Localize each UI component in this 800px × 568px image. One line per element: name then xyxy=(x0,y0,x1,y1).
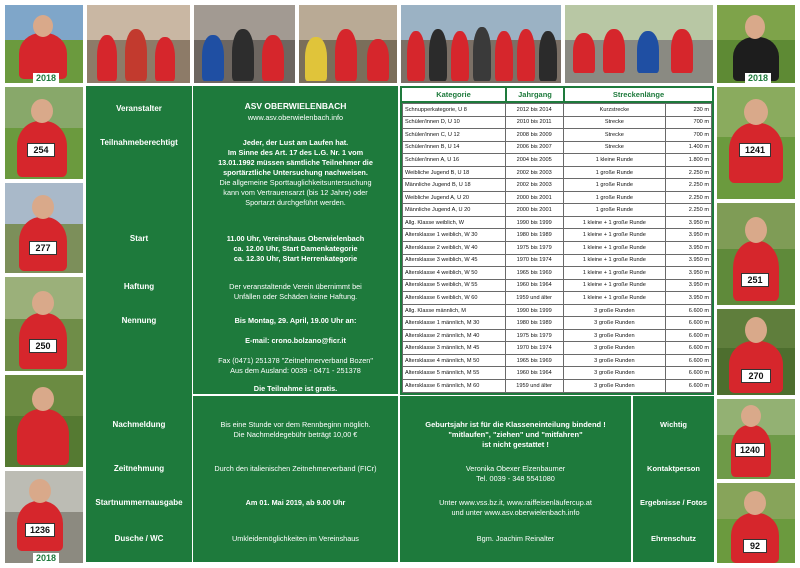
cell-distanz: 3.950 m xyxy=(666,254,712,267)
org-name: ASV OBERWIELENBACH xyxy=(244,101,347,111)
col-header-streckenlaenge: Streckenlänge xyxy=(565,88,712,101)
cell-distanz: 2.250 m xyxy=(666,204,712,217)
teilnahme-line-4: sportärztliche Untersuchung nachweisen. xyxy=(223,168,368,177)
cell-strecke: 3 große Runden xyxy=(563,380,666,393)
teilnahme-line-6: kann vom Vertrauensarzt (bis 12 Jahre) oder xyxy=(223,188,368,197)
label-nachmeldung: Nachmeldung xyxy=(112,420,166,429)
table-row xyxy=(403,254,712,267)
zeitnehmung-text: Durch den italienischen Zeitnehmerverband (FICr) xyxy=(214,464,377,473)
geburtsjahr-line-3: ist nicht gestattet ! xyxy=(482,440,549,449)
info-panel-upper xyxy=(193,86,398,394)
cell-strecke: Strecke xyxy=(563,129,666,142)
cell-strecke: Strecke xyxy=(563,116,666,129)
nennung-fax: Fax (0471) 251378 "Zeitnehmerverband Bozen" xyxy=(218,356,373,365)
cell-strecke: 1 kleine + 1 große Runde xyxy=(563,242,666,255)
photo-award-ceremony-1 xyxy=(86,4,191,84)
nennung-email: E-mail: crono.bolzano@ficr.it xyxy=(245,336,346,345)
cell-kategorie: Weibliche Jugend B, U 18 xyxy=(403,166,506,179)
cell-kategorie: Altersklasse 2 männlich, M 40 xyxy=(403,329,506,342)
bib-number: 251 xyxy=(741,273,769,287)
cell-jahrgang: 1980 bis 1989 xyxy=(505,317,563,330)
photo-runner-right-1 xyxy=(716,86,796,200)
table-row xyxy=(403,104,712,117)
photo-runner-left-4 xyxy=(4,374,84,468)
cell-jahrgang: 2004 bis 2005 xyxy=(505,154,563,167)
photo-award-ceremony-2 xyxy=(193,4,296,84)
cell-jahrgang: 2006 bis 2007 xyxy=(505,141,563,154)
cell-kategorie: Schüler/innen C, U 12 xyxy=(403,129,506,142)
category-table-panel xyxy=(400,86,714,395)
kontakt-name: Veronika Obexer Elzenbaumer xyxy=(465,464,566,473)
haftung-line-1: Der veranstaltende Verein übernimmt bei xyxy=(229,282,362,291)
cell-distanz: 700 m xyxy=(666,129,712,142)
dusche-text: Umkleidemöglichkeiten im Vereinshaus xyxy=(232,534,359,543)
cell-distanz: 6.600 m xyxy=(666,304,712,317)
label-ehrenschutz: Ehrenschutz xyxy=(650,534,696,543)
cell-strecke: 3 große Runden xyxy=(563,304,666,317)
cell-kategorie: Männliche Jugend A, U 20 xyxy=(403,204,506,217)
label-startnummernausgabe: Startnummernausgabe xyxy=(95,498,183,507)
cell-kategorie: Altersklasse 4 männlich, M 50 xyxy=(403,354,506,367)
table-row xyxy=(403,191,712,204)
cell-jahrgang: 2008 bis 2009 xyxy=(505,129,563,142)
year-badge: 2018 xyxy=(33,553,59,564)
cell-jahrgang: 1970 bis 1974 xyxy=(505,254,563,267)
cell-jahrgang: 1960 bis 1964 xyxy=(505,279,563,292)
bib-number: 250 xyxy=(29,339,57,353)
table-row xyxy=(403,216,712,229)
cell-strecke: 1 große Runde xyxy=(563,191,666,204)
teilnahme-line-5: Die allgemeine Sporttauglichkeitsuntersuchung xyxy=(219,178,372,187)
cell-distanz: 6.600 m xyxy=(666,367,712,380)
label-teilnahmeberechtigt: Teilnahmeberechtigt xyxy=(100,138,178,147)
table-row xyxy=(403,166,712,179)
table-row xyxy=(403,317,712,330)
label-dusche-wc: Dusche / WC xyxy=(114,534,164,543)
ehrenschutz-name: Bgm. Joachim Reinalter xyxy=(476,534,555,543)
cell-jahrgang: 1975 bis 1979 xyxy=(505,329,563,342)
cell-kategorie: Altersklasse 1 weiblich, W 30 xyxy=(403,229,506,242)
nachmeldung-line-2: Die Nachmeldegebühr beträgt 10,00 € xyxy=(233,430,358,439)
start-line-3: ca. 12.30 Uhr, Start Herrenkategorie xyxy=(233,254,358,263)
table-row xyxy=(403,367,712,380)
photo-runner-right-4 xyxy=(716,398,796,480)
cell-strecke: 1 kleine + 1 große Runde xyxy=(563,216,666,229)
teilnahme-line-7: Sportarzt durchgeführt werden. xyxy=(245,198,346,207)
cell-kategorie: Altersklasse 2 weiblich, W 40 xyxy=(403,242,506,255)
results-web-1: Unter www.vss.bz.it, www.raiffeisenläufercup.at xyxy=(439,498,592,507)
label-ergebnisse-fotos: Ergebnisse / Fotos xyxy=(639,498,708,507)
cell-jahrgang: 1959 und älter xyxy=(505,292,563,305)
cell-jahrgang: 1970 bis 1974 xyxy=(505,342,563,355)
photo-runner-right-3 xyxy=(716,308,796,396)
geburtsjahr-line-1: Geburtsjahr ist für die Klasseneinteilung bindend ! xyxy=(425,420,606,429)
geburtsjahr-line-2: "mitlaufen", "ziehen" und "mitfahren" xyxy=(448,430,583,439)
bib-number: 254 xyxy=(27,143,55,157)
table-row xyxy=(403,204,712,217)
label-haftung: Haftung xyxy=(123,282,155,291)
cell-distanz: 3.950 m xyxy=(666,229,712,242)
cell-strecke: 1 kleine + 1 große Runde xyxy=(563,279,666,292)
table-row xyxy=(403,380,712,393)
cell-strecke: 1 große Runde xyxy=(563,204,666,217)
cell-distanz: 1.400 m xyxy=(666,141,712,154)
photo-runner-right-2 xyxy=(716,202,796,306)
cell-kategorie: Allg. Klasse weiblich, W xyxy=(403,216,506,229)
cell-strecke: 1 große Runde xyxy=(563,166,666,179)
cell-kategorie: Altersklasse 5 männlich, M 55 xyxy=(403,367,506,380)
label-zeitnehmung: Zeitnehmung xyxy=(113,464,165,473)
nennung-deadline: Bis Montag, 29. April, 19.00 Uhr an: xyxy=(234,316,357,325)
label-start: Start xyxy=(129,234,149,243)
cell-jahrgang: 2000 bis 2001 xyxy=(505,204,563,217)
cell-strecke: 1 große Runde xyxy=(563,179,666,192)
cell-kategorie: Altersklasse 6 männlich, M 60 xyxy=(403,380,506,393)
category-table xyxy=(402,103,712,393)
label-kontaktperson: Kontaktperson xyxy=(647,464,700,473)
cell-kategorie: Altersklasse 3 weiblich, W 45 xyxy=(403,254,506,267)
photo-runner-top-right xyxy=(716,4,796,84)
cell-kategorie: Schüler/innen D, U 10 xyxy=(403,116,506,129)
cell-jahrgang: 2002 bis 2003 xyxy=(505,166,563,179)
cell-distanz: 230 m xyxy=(666,104,712,117)
cell-kategorie: Altersklasse 5 weiblich, W 55 xyxy=(403,279,506,292)
cell-strecke: 3 große Runden xyxy=(563,342,666,355)
cell-jahrgang: 1960 bis 1964 xyxy=(505,367,563,380)
cell-strecke: 1 kleine + 1 große Runde xyxy=(563,292,666,305)
table-row xyxy=(403,129,712,142)
table-row xyxy=(403,329,712,342)
cell-distanz: 3.950 m xyxy=(666,292,712,305)
cell-kategorie: Altersklasse 1 männlich, M 30 xyxy=(403,317,506,330)
teilnahme-line-1: Jeder, der Lust am Laufen hat. xyxy=(242,138,349,147)
bib-number: 1236 xyxy=(25,523,55,537)
photo-runner-left-2 xyxy=(4,182,84,274)
cell-kategorie: Altersklasse 6 weiblich, W 60 xyxy=(403,292,506,305)
cell-distanz: 3.950 m xyxy=(666,267,712,280)
cell-strecke: 1 kleine + 1 große Runde xyxy=(563,229,666,242)
start-line-1: 11.00 Uhr, Vereinshaus Oberwielenbach xyxy=(226,234,365,243)
cell-strecke: Strecke xyxy=(563,141,666,154)
cell-jahrgang: 1965 bis 1969 xyxy=(505,354,563,367)
label-veranstalter: Veranstalter xyxy=(116,104,162,113)
cell-kategorie: Schnupperkategorie, U 8 xyxy=(403,104,506,117)
startnummern-text: Am 01. Mai 2019, ab 9.00 Uhr xyxy=(245,498,346,507)
cell-kategorie: Männliche Jugend B, U 18 xyxy=(403,179,506,192)
cell-strecke: Kurzstrecke xyxy=(563,104,666,117)
photo-runner-left-5 xyxy=(4,470,84,564)
cell-distanz: 3.950 m xyxy=(666,242,712,255)
year-badge: 2018 xyxy=(33,73,59,84)
info-panel-wichtig xyxy=(400,396,631,562)
cell-kategorie: Weibliche Jugend A, U 20 xyxy=(403,191,506,204)
cell-distanz: 700 m xyxy=(666,116,712,129)
nennung-ausland: Aus dem Ausland: 0039 - 0471 - 251378 xyxy=(230,366,361,375)
bib-number: 270 xyxy=(741,369,771,383)
cell-jahrgang: 1959 und älter xyxy=(505,380,563,393)
cell-strecke: 1 kleine + 1 große Runde xyxy=(563,254,666,267)
haftung-line-2: Unfällen oder Schäden keine Haftung. xyxy=(233,292,358,301)
table-row xyxy=(403,304,712,317)
cell-strecke: 3 große Runden xyxy=(563,329,666,342)
year-badge: 2018 xyxy=(745,73,771,84)
col-header-jahrgang: Jahrgang xyxy=(507,88,563,101)
table-row xyxy=(403,292,712,305)
col-header-kategorie: Kategorie xyxy=(402,88,505,101)
results-web-2: und unter www.asv.oberwielenbach.info xyxy=(451,508,580,517)
photo-runner-top-left xyxy=(4,4,84,84)
bib-number: 277 xyxy=(29,241,57,255)
photo-runner-left-1 xyxy=(4,86,84,180)
table-row xyxy=(403,342,712,355)
cell-distanz: 6.600 m xyxy=(666,354,712,367)
cell-kategorie: Schüler/innen A, U 16 xyxy=(403,154,506,167)
cell-strecke: 1 kleine Runde xyxy=(563,154,666,167)
cell-strecke: 3 große Runden xyxy=(563,354,666,367)
cell-jahrgang: 2000 bis 2001 xyxy=(505,191,563,204)
cell-jahrgang: 1990 bis 1999 xyxy=(505,216,563,229)
org-url: www.asv.oberwielenbach.info xyxy=(247,113,344,122)
start-line-2: ca. 12.00 Uhr, Start Damenkategorie xyxy=(233,244,358,253)
photo-award-ceremony-3 xyxy=(298,4,398,84)
cell-jahrgang: 2010 bis 2011 xyxy=(505,116,563,129)
teilnahme-line-2: Im Sinne des Art. 17 des L.G. Nr. 1 vom xyxy=(227,148,364,157)
nennung-gratis: Die Teilnahme ist gratis. xyxy=(253,384,338,393)
teilnahme-line-3: 13.01.1992 müssen sämtliche Teilnehmer die xyxy=(218,158,373,167)
bib-number: 1240 xyxy=(735,443,765,457)
table-row xyxy=(403,229,712,242)
cell-distanz: 6.600 m xyxy=(666,380,712,393)
nachmeldung-line-1: Bis eine Stunde vor dem Rennbeginn möglich. xyxy=(220,420,371,429)
cell-jahrgang: 1980 bis 1989 xyxy=(505,229,563,242)
cell-kategorie: Allg. Klasse männlich, M xyxy=(403,304,506,317)
photo-race-start xyxy=(564,4,714,84)
cell-distanz: 2.250 m xyxy=(666,179,712,192)
cell-distanz: 2.250 m xyxy=(666,166,712,179)
cell-kategorie: Schüler/innen B, U 14 xyxy=(403,141,506,154)
table-row xyxy=(403,354,712,367)
label-wichtig: Wichtig xyxy=(659,420,687,429)
cell-jahrgang: 1990 bis 1999 xyxy=(505,304,563,317)
table-row xyxy=(403,179,712,192)
table-row xyxy=(403,154,712,167)
right-label-column xyxy=(633,396,714,562)
info-panel-lower xyxy=(193,396,398,562)
cell-distanz: 6.600 m xyxy=(666,329,712,342)
cell-jahrgang: 1965 bis 1969 xyxy=(505,267,563,280)
cell-jahrgang: 2002 bis 2003 xyxy=(505,179,563,192)
table-row xyxy=(403,141,712,154)
table-row xyxy=(403,116,712,129)
cell-kategorie: Altersklasse 4 weiblich, W 50 xyxy=(403,267,506,280)
label-column xyxy=(86,86,192,562)
cell-distanz: 6.600 m xyxy=(666,317,712,330)
cell-distanz: 2.250 m xyxy=(666,191,712,204)
cell-distanz: 3.950 m xyxy=(666,279,712,292)
label-nennung: Nennung xyxy=(121,316,157,325)
cell-strecke: 1 kleine + 1 große Runde xyxy=(563,267,666,280)
table-row xyxy=(403,279,712,292)
cell-distanz: 3.950 m xyxy=(666,216,712,229)
kontakt-tel: Tel. 0039 - 348 5541080 xyxy=(476,474,555,483)
photo-group xyxy=(400,4,562,84)
table-row xyxy=(403,242,712,255)
bib-number: 92 xyxy=(743,539,767,553)
photo-runner-left-3 xyxy=(4,276,84,372)
table-row xyxy=(403,267,712,280)
photo-runner-right-5 xyxy=(716,482,796,564)
cell-distanz: 1.800 m xyxy=(666,154,712,167)
bib-number: 1241 xyxy=(739,143,771,157)
cell-distanz: 6.600 m xyxy=(666,342,712,355)
cell-strecke: 3 große Runden xyxy=(563,317,666,330)
cell-jahrgang: 2012 bis 2014 xyxy=(505,104,563,117)
cell-jahrgang: 1975 bis 1979 xyxy=(505,242,563,255)
cell-kategorie: Altersklasse 3 männlich, M 45 xyxy=(403,342,506,355)
cell-strecke: 3 große Runden xyxy=(563,367,666,380)
